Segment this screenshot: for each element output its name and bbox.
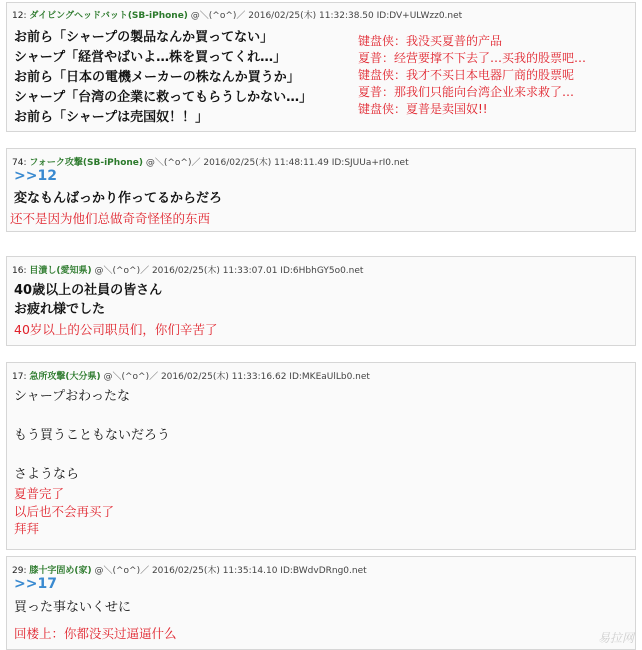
post-header: [12, 263, 363, 276]
translation-line: 40岁以上的公司职员们，你们辛苦了: [14, 322, 218, 337]
translation-line: 键盘侠：我才不买日本电器厂商的股票呢: [358, 68, 575, 82]
post-text-line: シャープおわったな: [14, 389, 130, 404]
post-text-line: 買った事ないくせに: [14, 600, 132, 615]
post-meta: @＼(^o^)／ 2016/02/25(木) 11:35:14.10 ID:BWdvDRng0.net: [94, 566, 367, 576]
post-text-line: 変なもんばっかり作ってるからだろ: [14, 191, 223, 206]
post-number[interactable]: 29:: [12, 566, 27, 576]
post-text-line: もう買うこともないだろう: [14, 428, 171, 443]
post-text-line: 40歳以上の社員の皆さん: [14, 283, 163, 298]
poster-name: 急所攻撃(大分県): [29, 372, 101, 382]
translation-line: 夏普：那我们只能向台湾企业来求救了…: [358, 85, 575, 99]
post-meta: @＼(^o^)／ 2016/02/25(木) 11:33:07.01 ID:6HbhGY5o0.net: [94, 266, 364, 276]
post-header: [12, 563, 367, 576]
poster-name: ダイビングヘッドバット(SB-iPhone): [29, 11, 188, 21]
post-meta: @＼(^o^)／ 2016/02/25(木) 11:32:38.50 ID:DV+ULWzz0.net: [190, 11, 463, 21]
post-header: [12, 369, 370, 382]
translation-line: 还不是因为他们总做奇奇怪怪的东西: [10, 211, 211, 226]
post-text-line: お前ら「シャープの製品なんか買ってない」: [14, 30, 274, 45]
translation-line: 键盘侠：我没买夏普的产品: [358, 34, 503, 48]
post-text-line: お前ら「日本の電機メーカーの株なんか買うか」: [14, 70, 300, 85]
post-text-line: お前ら「シャープは売国奴！！」: [14, 110, 209, 125]
translation-line: 以后也不会再买了: [14, 504, 115, 519]
poster-name: フォーク攻撃(SB-iPhone): [29, 158, 143, 168]
translation-line: 回楼上：你都没买过逼逼什么: [14, 626, 177, 641]
translation-line: 夏普：经营要撑不下去了…买我的股票吧…: [358, 51, 587, 65]
post-number[interactable]: 17:: [12, 372, 27, 382]
post-meta: @＼(^o^)／ 2016/02/25(木) 11:48:11.49 ID:SJUUa+rI0.net: [145, 158, 409, 168]
reply-anchor-link[interactable]: >>12: [14, 168, 57, 184]
post-text-line: シャープ「経営やばいよ…株を買ってくれ…」: [14, 50, 287, 65]
post-meta: @＼(^o^)／ 2016/02/25(木) 11:33:16.62 ID:MKEaUlLb0.net: [103, 372, 370, 382]
post-number[interactable]: 12:: [12, 11, 27, 21]
post-header: [12, 8, 462, 21]
watermark-logo: 易拉网: [597, 631, 634, 645]
poster-name: 膝十字固め(家): [29, 566, 92, 576]
post-text-line: さようなら: [14, 467, 80, 482]
post-number[interactable]: 74:: [12, 158, 27, 168]
translation-line: 拜拜: [14, 521, 40, 536]
translation-line: 键盘侠：夏普是卖国奴!!: [358, 102, 488, 116]
post-text-line: お疲れ様でした: [14, 302, 106, 317]
post-number[interactable]: 16:: [12, 266, 27, 276]
post-header: [12, 155, 409, 168]
translation-line: 夏普完了: [14, 486, 65, 501]
reply-anchor-link[interactable]: >>17: [14, 576, 57, 592]
post-text-line: シャープ「台湾の企業に救ってもらうしかない…」: [14, 90, 313, 105]
poster-name: 目潰し(愛知県): [29, 266, 92, 276]
